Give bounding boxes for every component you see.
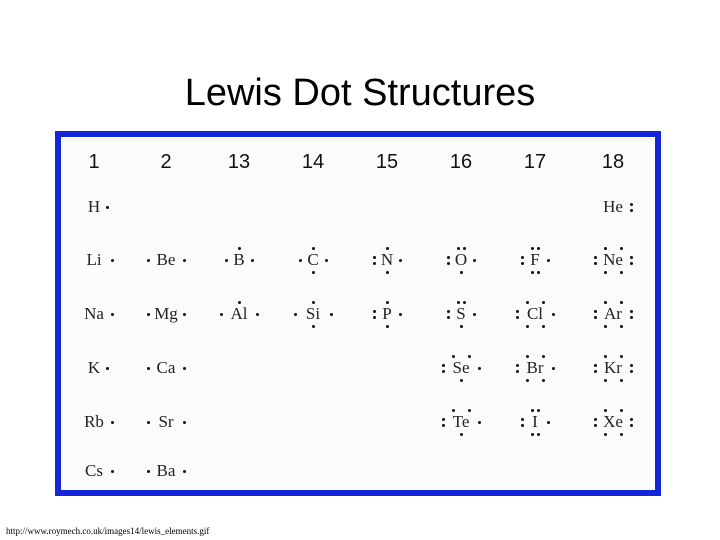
valence-electron-dot [542,325,545,328]
element-symbol: Ne [603,250,623,269]
valence-electron-dot [478,421,481,424]
valence-electron-dot [604,325,607,328]
element-symbol: Be [156,250,176,269]
group-header-17: 17 [523,151,547,173]
valence-electron-dot [373,262,376,265]
valence-electron-dot [531,433,534,436]
valence-electron-dot [620,409,623,412]
element-symbol: Xe [603,412,623,431]
valence-electron-dot [630,203,633,206]
valence-electron-dot [521,256,524,259]
valence-electron-dot [531,271,534,274]
valence-electron-dot [457,301,460,304]
valence-electron-dot [620,433,623,436]
valence-electron-dot [447,316,450,319]
valence-electron-dot [473,259,476,262]
valence-electron-dot [183,421,186,424]
valence-electron-dot [183,313,186,316]
valence-electron-dot [460,433,463,436]
valence-electron-dot [447,310,450,313]
valence-electron-dot [147,313,150,316]
element-symbol: P [382,304,392,323]
group-header-14: 14 [301,151,325,173]
valence-electron-dot [478,367,481,370]
valence-electron-dot [183,367,186,370]
valence-electron-dot [594,262,597,265]
element-symbol: Ar [604,304,622,323]
valence-electron-dot [468,355,471,358]
valence-electron-dot [457,247,460,250]
valence-electron-dot [373,310,376,313]
valence-electron-dot [604,379,607,382]
valence-electron-dot [460,271,463,274]
valence-electron-dot [547,259,550,262]
valence-electron-dot [604,247,607,250]
valence-electron-dot [452,355,455,358]
valence-electron-dot [630,262,633,265]
valence-electron-dot [630,418,633,421]
valence-electron-dot [312,301,315,304]
valence-electron-dot [526,355,529,358]
valence-electron-dot [537,409,540,412]
valence-electron-dot [238,247,241,250]
valence-electron-dot [537,247,540,250]
valence-electron-dot [620,355,623,358]
valence-electron-dot [325,259,328,262]
valence-electron-dot [312,247,315,250]
valence-electron-dot [468,409,471,412]
group-header-16: 16 [449,151,473,173]
valence-electron-dot [537,433,540,436]
valence-electron-dot [531,409,534,412]
valence-electron-dot [604,271,607,274]
valence-electron-dot [460,325,463,328]
element-symbol: Kr [604,358,622,377]
valence-electron-dot [526,325,529,328]
element-symbol: Si [305,304,321,323]
valence-electron-dot [147,470,150,473]
valence-electron-dot [516,316,519,319]
element-symbol: I [532,412,538,431]
element-symbol: Li [86,250,102,269]
valence-electron-dot [386,271,389,274]
valence-electron-dot [537,271,540,274]
valence-electron-dot [620,325,623,328]
valence-electron-dot [594,310,597,313]
element-symbol: F [530,250,540,269]
valence-electron-dot [312,325,315,328]
valence-electron-dot [294,313,297,316]
valence-electron-dot [447,262,450,265]
valence-electron-dot [516,310,519,313]
valence-electron-dot [604,433,607,436]
valence-electron-dot [463,301,466,304]
valence-electron-dot [386,325,389,328]
element-symbol: C [307,250,319,269]
valence-electron-dot [604,301,607,304]
valence-electron-dot [547,421,550,424]
lewis-dot-table [55,131,661,496]
valence-electron-dot [521,418,524,421]
valence-electron-dot [373,316,376,319]
valence-electron-dot [521,424,524,427]
valence-electron-dot [147,259,150,262]
valence-electron-dot [463,247,466,250]
element-symbol: Te [452,412,470,431]
valence-electron-dot [256,313,259,316]
valence-electron-dot [447,256,450,259]
valence-electron-dot [399,259,402,262]
element-symbol: Al [230,304,248,323]
group-header-13: 13 [227,151,251,173]
valence-electron-dot [630,256,633,259]
valence-electron-dot [373,256,376,259]
valence-electron-dot [111,259,114,262]
source-url: http://www.roymech.co.uk/images14/lewis_elements.gif [6,526,210,536]
valence-electron-dot [594,370,597,373]
valence-electron-dot [542,379,545,382]
valence-electron-dot [620,301,623,304]
valence-electron-dot [594,418,597,421]
valence-electron-dot [147,367,150,370]
element-symbol: K [87,358,101,377]
element-symbol: Mg [154,304,178,323]
element-symbol: Cl [526,304,544,323]
element-symbol: He [603,197,623,216]
valence-electron-dot [630,370,633,373]
valence-electron-dot [516,364,519,367]
valence-electron-dot [630,316,633,319]
slide-title: Lewis Dot Structures [184,72,536,114]
valence-electron-dot [386,247,389,250]
valence-electron-dot [516,370,519,373]
element-symbol: Ba [156,461,176,480]
valence-electron-dot [386,301,389,304]
valence-electron-dot [630,424,633,427]
element-symbol: Se [452,358,470,377]
valence-electron-dot [220,313,223,316]
valence-electron-dot [526,379,529,382]
element-symbol: S [456,304,466,323]
valence-electron-dot [552,367,555,370]
valence-electron-dot [251,259,254,262]
valence-electron-dot [399,313,402,316]
element-symbol: B [233,250,245,269]
valence-electron-dot [183,470,186,473]
valence-electron-dot [620,247,623,250]
valence-electron-dot [604,409,607,412]
element-symbol: Ca [156,358,176,377]
valence-electron-dot [630,364,633,367]
valence-electron-dot [225,259,228,262]
group-header-15: 15 [375,151,399,173]
element-symbol: Sr [158,412,174,431]
element-symbol: H [87,197,101,216]
element-symbol: N [380,250,394,269]
valence-electron-dot [106,367,109,370]
valence-electron-dot [147,421,150,424]
valence-electron-dot [531,247,534,250]
valence-electron-dot [620,271,623,274]
element-symbol: Na [84,304,104,323]
group-header-2: 2 [160,151,172,173]
valence-electron-dot [111,470,114,473]
element-symbol: O [454,250,468,269]
valence-electron-dot [442,424,445,427]
valence-electron-dot [299,259,302,262]
valence-electron-dot [521,262,524,265]
valence-electron-dot [526,301,529,304]
valence-electron-dot [330,313,333,316]
valence-electron-dot [552,313,555,316]
valence-electron-dot [473,313,476,316]
valence-electron-dot [442,364,445,367]
valence-electron-dot [442,418,445,421]
valence-electron-dot [452,409,455,412]
valence-electron-dot [630,209,633,212]
valence-electron-dot [238,301,241,304]
valence-electron-dot [111,421,114,424]
element-symbol: Br [526,358,544,377]
valence-electron-dot [594,424,597,427]
valence-electron-dot [542,301,545,304]
valence-electron-dot [630,310,633,313]
valence-electron-dot [594,364,597,367]
valence-electron-dot [312,271,315,274]
element-symbol: Cs [85,461,103,480]
valence-electron-dot [594,256,597,259]
valence-electron-dot [594,316,597,319]
group-header-18: 18 [601,151,625,173]
valence-electron-dot [604,355,607,358]
valence-electron-dot [106,206,109,209]
valence-electron-dot [542,355,545,358]
valence-electron-dot [442,370,445,373]
valence-electron-dot [183,259,186,262]
valence-electron-dot [620,379,623,382]
element-symbol: Rb [84,412,104,431]
valence-electron-dot [460,379,463,382]
group-header-1: 1 [88,151,100,173]
valence-electron-dot [111,313,114,316]
